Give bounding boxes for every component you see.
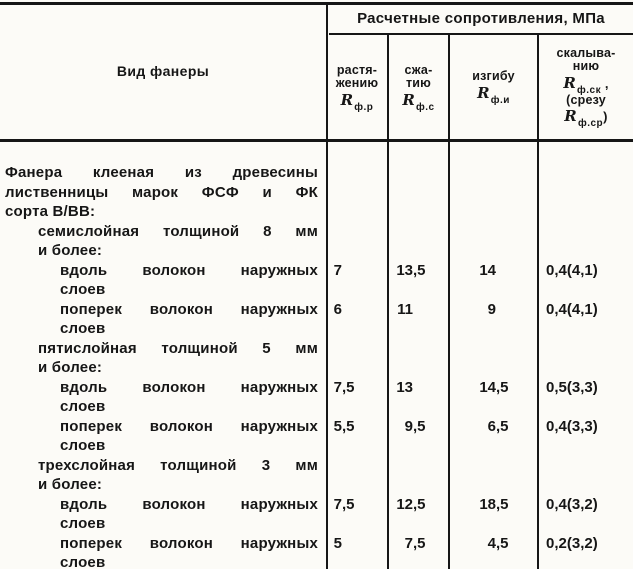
row-label [0,456,327,495]
row-label-line: слоев [60,398,106,415]
row-label-line: вдоль волокон наружных [60,261,318,279]
row-label [0,417,327,456]
row-label [0,300,327,339]
symbol-r-tension: $R_{ф.р}$ [340,90,374,113]
row-label [0,378,327,417]
cell-shear: 0,2(3,2) [546,534,598,552]
row-label [0,534,327,569]
row-label [0,339,327,378]
table-row [0,300,633,339]
row-label-line: семислойная толщиной 8 мм [38,222,318,240]
cell-compression: 13 [396,378,413,396]
table-row [0,417,633,456]
group-header-resistances: Расчетные сопротивления, МПа [357,10,605,27]
row-label-line: поперек волокон наружных [60,534,318,552]
row-label-line: слоев [60,515,106,532]
column-header-line: жению [335,76,379,90]
symbol-r-cut: $R_{ф.ср}$) [564,107,608,130]
cell-compression: 9 ,5 [404,417,426,435]
row-label-line: пятислойная толщиной 5 мм [38,339,318,357]
table-row [0,378,633,417]
cell-compression: 11 [397,300,413,318]
column-header-tension [327,35,387,139]
column-header-line: изгибу [472,69,515,84]
cell-tension: 7 ,5 [333,495,355,513]
cell-shear: 0,4(3,3) [546,417,598,435]
cell-compression: 7 ,5 [404,534,426,552]
symbol-r-shear: $R_{ф.ск}$ , [563,73,609,96]
table-row [0,261,633,300]
cell-bending: 14 [479,261,496,279]
column-header-bending [450,35,537,139]
cell-shear: 0,5(3,3) [546,378,598,396]
column-header-plywood-type: Вид фанеры [116,62,210,79]
cell-tension: 5 [333,534,342,552]
row-label-line: сорта В/ВВ: [5,203,96,220]
row-label-line: и более: [38,359,103,376]
cell-bending: 18 ,5 [479,495,509,513]
row-label-line: поперек волокон наружных [60,417,318,435]
table-row-subgroup [0,222,633,261]
table-row [0,534,633,569]
row-label [0,495,327,534]
row-label-line: слоев [60,437,106,454]
cell-shear: 0,4(3,2) [546,495,598,513]
cell-bending: 9 [487,300,496,318]
cell-compression: 13 ,5 [396,261,426,279]
row-label-line: слоев [60,320,106,337]
cell-tension: 7 [333,261,342,279]
symbol-r-compression: $R_{ф.с}$ [402,90,435,113]
cell-tension: 7 ,5 [333,378,355,396]
column-header-shear [539,35,633,139]
cell-shear: 0,4(4,1) [546,300,598,318]
cell-bending: 14 ,5 [479,378,509,396]
table-row-subgroup [0,339,633,378]
cell-compression: 12 ,5 [396,495,426,513]
row-label [0,163,327,222]
row-label-line: поперек волокон наружных [60,300,318,318]
column-header-line: нию [572,59,600,74]
symbol-r-bending: $R_{ф.и}$ [477,83,510,106]
row-label [0,222,327,261]
cell-tension: 5 ,5 [333,417,355,435]
column-header-line: сжа- [404,62,433,77]
cell-tension: 6 [333,300,342,318]
column-header-line: (срезу [566,92,606,107]
table-row-subgroup [0,456,633,495]
row-label-line: вдоль волокон наружных [60,495,318,513]
row-label-line: вдоль волокон наружных [60,378,318,396]
cell-bending: 4 ,5 [487,534,509,552]
row-label-line: и более: [38,476,103,493]
column-header-line: растя- [336,62,378,77]
table-row-intro [0,163,633,222]
row-label-line: слоев [60,281,106,298]
row-label-line: слоев [60,554,106,569]
table-body [0,142,633,569]
cell-shear: 0,4(4,1) [546,261,598,279]
cell-bending: 6 ,5 [487,417,509,435]
table-row [0,495,633,534]
column-header-line: скалыва- [556,45,616,60]
row-label [0,261,327,300]
row-label-line: лиственницы марок ФСФ и ФК [5,183,318,201]
column-header-line: тию [405,76,432,90]
row-label-line: Фанера клееная из древесины [5,164,318,181]
column-header-compression [389,35,448,139]
row-label-line: трехслойная толщиной 3 мм [38,456,318,474]
row-label-line: и более: [38,242,103,259]
